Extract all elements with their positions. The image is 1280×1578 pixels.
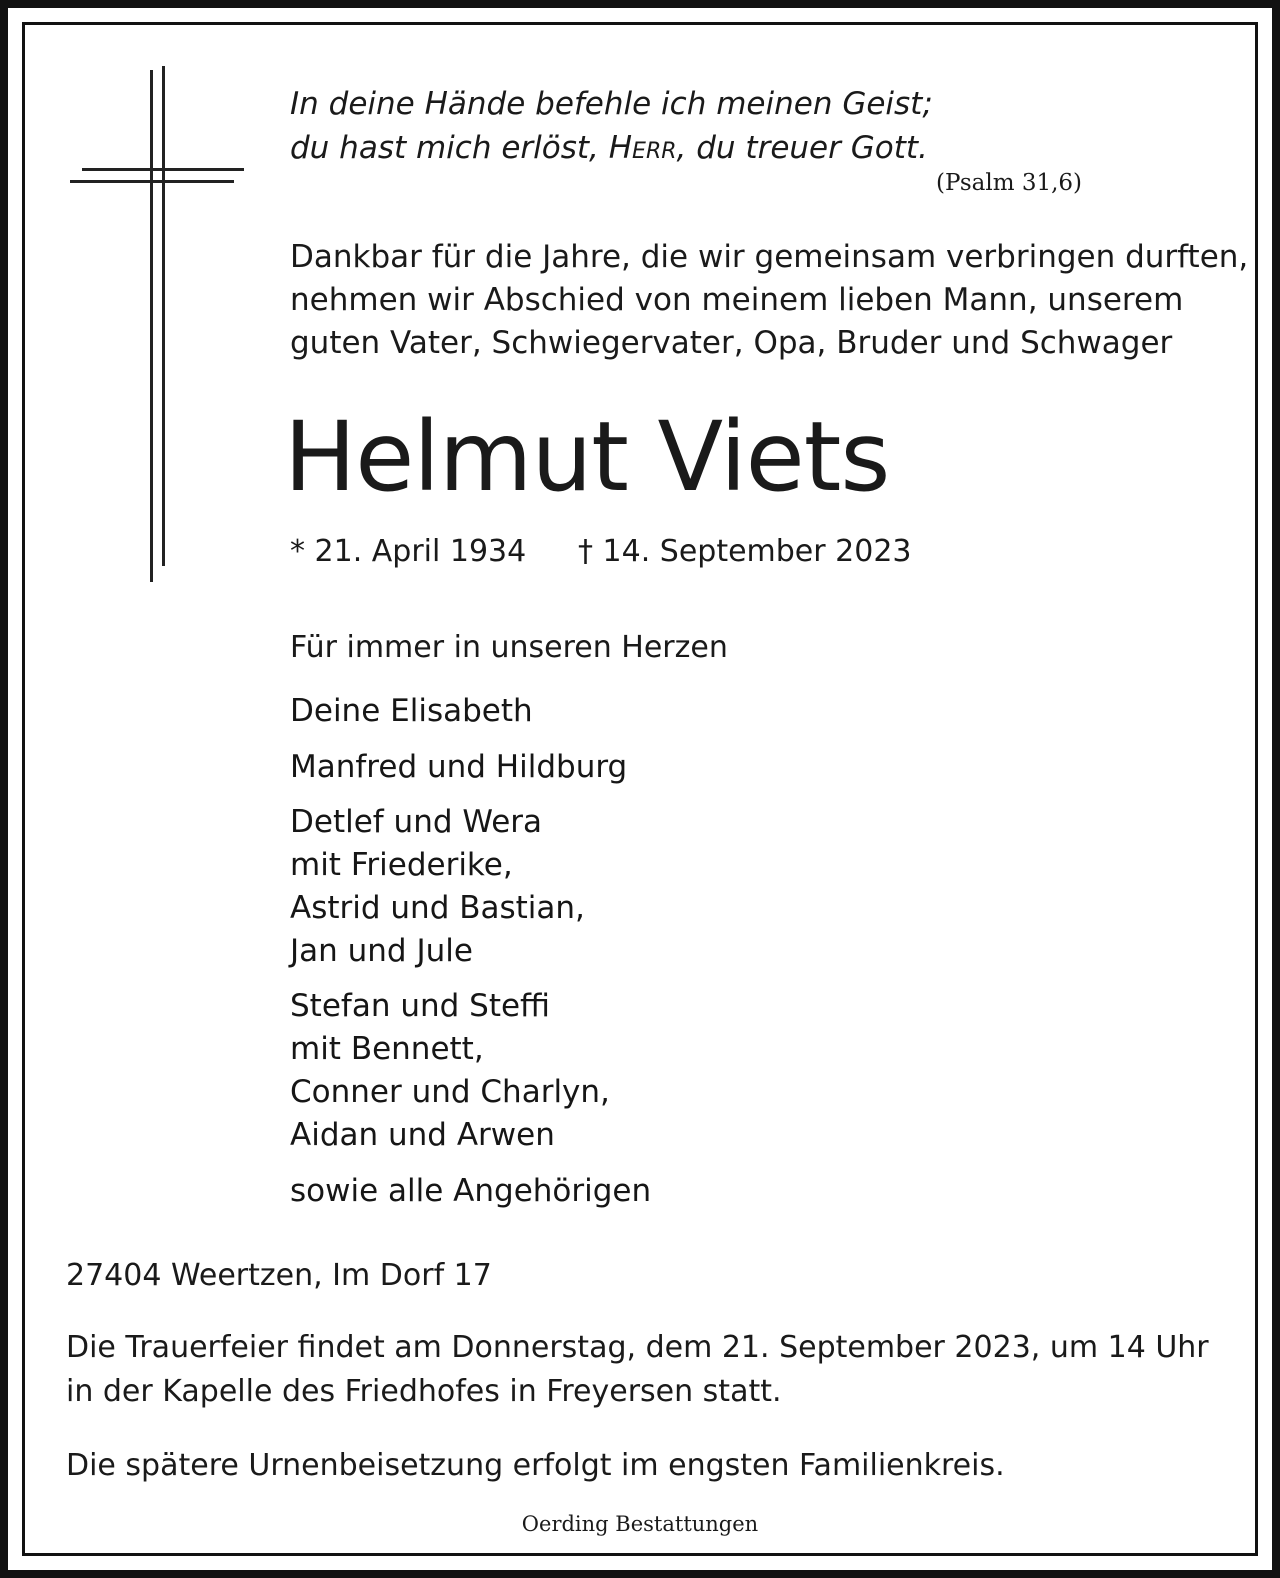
- birth-date: * 21. April 1934: [290, 534, 527, 569]
- mourner-group: [290, 801, 585, 973]
- mourner-line: Aidan und Arwen: [290, 1117, 555, 1153]
- bible-verse-line-2: [290, 126, 933, 170]
- mourner-line: mit Friederike,: [290, 847, 513, 883]
- mourner-line: Jan und Jule: [290, 933, 473, 969]
- mourner-group: [290, 1170, 651, 1213]
- funeral-line: Die Trauerfeier findet am Donnerstag, dem 21. September 2023, um 14 Uhr: [66, 1330, 1209, 1365]
- bible-verse-reference: (Psalm 31,6): [936, 170, 1083, 196]
- intro-line: Dankbar für die Jahre, die wir gemeinsam verbringen durften,: [290, 239, 1249, 275]
- funeral-details: [66, 1326, 1209, 1414]
- mourner-group: [290, 746, 627, 789]
- bible-verse: [290, 82, 933, 170]
- mourner-line: Conner und Charlyn,: [290, 1074, 610, 1110]
- mourner-line: Deine Elisabeth: [290, 693, 533, 729]
- funeral-line: in der Kapelle des Friedhofes in Freyersen statt.: [66, 1374, 782, 1409]
- deceased-name: Helmut Viets: [284, 401, 890, 513]
- bible-verse-line-2-end: , du treuer Gott.: [676, 130, 928, 166]
- family-address: 27404 Weertzen, Im Dorf 17: [66, 1258, 492, 1293]
- cross-vertical-bar-right: [162, 66, 165, 566]
- bible-verse-herr: Herr: [608, 130, 677, 166]
- mourners-intro: Für immer in unseren Herzen: [290, 630, 728, 665]
- mourner-line: Stefan und Steffi: [290, 988, 551, 1024]
- mourner-line: mit Bennett,: [290, 1031, 484, 1067]
- mourner-group: [290, 985, 610, 1157]
- mourner-line: Detlef und Wera: [290, 804, 543, 840]
- urn-burial-notice: Die spätere Urnenbeisetzung erfolgt im engsten Familienkreis.: [66, 1448, 1005, 1483]
- undertaker-name: Oerding Bestattungen: [521, 1512, 759, 1536]
- cross-horizontal-bar-bottom: [70, 180, 234, 183]
- intro-text: [290, 236, 1248, 365]
- bible-verse-line-1: In deine Hände befehle ich meinen Geist;: [290, 86, 933, 122]
- bible-verse-line-2-start: du hast mich erlöst,: [290, 130, 609, 166]
- mourner-line: Manfred und Hildburg: [290, 749, 628, 785]
- intro-line: nehmen wir Abschied von meinem lieben Mann, unserem: [290, 282, 1184, 318]
- mourner-line: Astrid und Bastian,: [290, 890, 585, 926]
- death-date: † 14. September 2023: [578, 534, 912, 569]
- mourner-line: sowie alle Angehörigen: [290, 1173, 652, 1209]
- intro-line: guten Vater, Schwiegervater, Opa, Bruder und Schwager: [290, 325, 1173, 361]
- cross-vertical-bar-left: [150, 70, 153, 582]
- mourner-group: [290, 690, 533, 733]
- cross-horizontal-bar-top: [82, 168, 244, 171]
